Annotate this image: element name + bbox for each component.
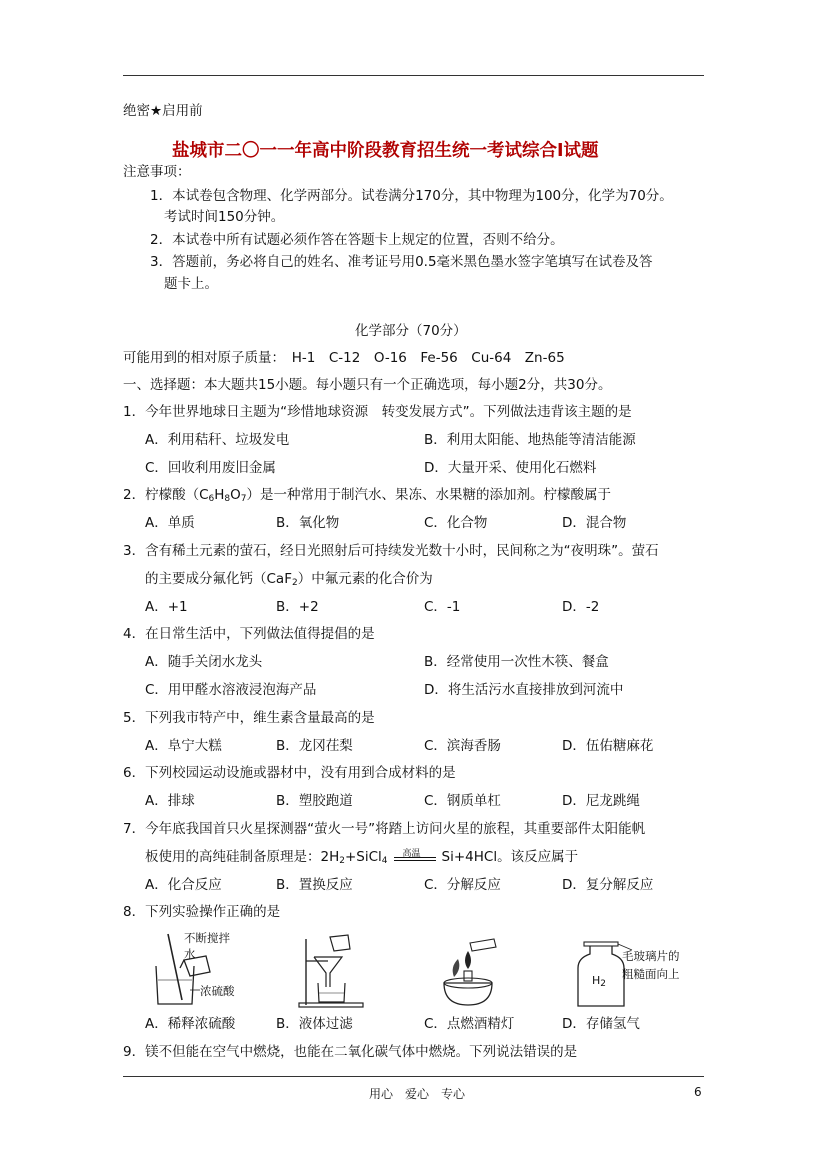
q2-option-a: A．单质	[145, 515, 195, 531]
figure-d-gas-label: $H_2$	[592, 974, 607, 989]
reaction-condition-label: 高温	[402, 849, 421, 859]
q8-option-a: A．稀释浓硫酸	[145, 1016, 236, 1032]
q5-stem: 5．下列我市特产中，维生素含量最高的是	[123, 710, 375, 726]
q6-option-a: A．排球	[145, 793, 195, 809]
q4-option-a: A．随手关闭水龙头	[145, 654, 263, 670]
q6-stem: 6．下列校园运动设施或器材中，没有用到合成材料的是	[123, 765, 456, 781]
q4-stem: 4．在日常生活中，下列做法值得提倡的是	[123, 626, 375, 642]
q1-option-c: C．回收利用废旧金属	[145, 460, 276, 476]
q3-option-c: C．-1	[424, 599, 461, 615]
q3-option-d: D．-2	[562, 599, 600, 615]
q2-stem: 2．柠檬酸$(C_6H_8O_7)$是一种常用于制汽水、果冻、水果糖的添加剂。柠檬酸属于	[123, 487, 612, 504]
figure-a-label-water: 水	[184, 947, 196, 961]
footer-rule	[123, 1076, 704, 1077]
q5-option-a: A．阜宁大糕	[145, 738, 222, 754]
secrecy-label: 绝密★启用前	[123, 103, 203, 119]
figure-a-label-stir: 不断搅拌	[184, 931, 230, 945]
q3-option-a: A．+1	[145, 599, 188, 615]
note-1-cont: 考试时间150分钟。	[164, 209, 285, 225]
figure-d-label-line2: 粗糙面向上	[622, 967, 680, 981]
q4-option-b: B．经常使用一次性木筷、餐盒	[424, 654, 609, 670]
q8-stem: 8．下列实验操作正确的是	[123, 904, 281, 920]
figure-filtration	[296, 933, 366, 1009]
q7-stem-cont: 板使用的高纯硅制备原理是：$2H_2+SiCl_4$ 高温 Si+4HCl。该反应属于	[145, 848, 578, 870]
figure-dilute-acid	[148, 930, 238, 1008]
note-3: 3．答题前，务必将自己的姓名、准考证号用0.5毫米黑色墨水签字笔填写在试卷及答	[150, 254, 653, 270]
chem-heading: 化学部分（70分）	[355, 323, 467, 339]
q5-option-b: B．龙冈茌梨	[276, 738, 353, 754]
figure-gas-bottle	[574, 940, 694, 1010]
q2-option-d: D．混合物	[562, 515, 627, 531]
notes-heading: 注意事项：	[123, 164, 191, 180]
q2-option-b: B．氧化物	[276, 515, 340, 531]
q8-option-b: B．液体过滤	[276, 1016, 353, 1032]
page-number: 6	[694, 1085, 702, 1099]
q1-option-d: D．大量开采、使用化石燃料	[424, 460, 597, 476]
header-rule	[123, 75, 704, 76]
section-heading: 一、选择题：本大题共15小题。每小题只有一个正确选项，每小题2分，共30分。	[123, 377, 612, 393]
q4-option-c: C．用甲醛水溶液浸泡海产品	[145, 682, 317, 698]
q1-stem: 1．今年世界地球日主题为“珍惜地球资源 转变发展方式”。下列做法违背该主题的是	[123, 404, 632, 420]
q1-option-a: A．利用秸秆、垃圾发电	[145, 432, 290, 448]
q8-option-c: C．点燃酒精灯	[424, 1016, 515, 1032]
q3-option-b: B．+2	[276, 599, 319, 615]
q7-option-a: A．化合反应	[145, 877, 222, 893]
footer-motto: 用心 爱心 专心	[369, 1087, 466, 1101]
q5-option-d: D．伍佑糖麻花	[562, 738, 654, 754]
q1-option-b: B．利用太阳能、地热能等清洁能源	[424, 432, 636, 448]
q7-option-b: B．置换反应	[276, 877, 353, 893]
note-2: 2．本试卷中所有试题必须作答在答题卡上规定的位置，否则不给分。	[150, 232, 564, 248]
figure-alcohol-lamp	[436, 937, 500, 1009]
q7-option-d: D．复分解反应	[562, 877, 654, 893]
atomic-mass-line: 可能用到的相对原子质量： H-1 C-12 O-16 Fe-56 Cu-64 Zn-65	[123, 350, 565, 366]
figure-a-label-acid: 浓硫酸	[200, 984, 235, 998]
q7-stem: 7．今年底我国首只火星探测器“萤火一号”将踏上访问火星的旅程，其重要部件太阳能帆	[123, 821, 646, 837]
q6-option-b: B．塑胶跑道	[276, 793, 353, 809]
q3-stem: 3．含有稀土元素的萤石，经日光照射后可持续发光数十小时，民间称之为“夜明珠”。萤石	[123, 543, 659, 559]
figure-d-label-line1: 毛玻璃片的	[622, 949, 680, 963]
q4-option-d: D．将生活污水直接排放到河流中	[424, 682, 624, 698]
q7-option-c: C．分解反应	[424, 877, 501, 893]
q9-stem: 9．镁不但能在空气中燃烧，也能在二氧化碳气体中燃烧。下列说法错误的是	[123, 1044, 578, 1060]
note-1: 1．本试卷包含物理、化学两部分。试卷满分170分，其中物理为100分，化学为70分。	[150, 188, 673, 204]
q8-option-d: D．存储氢气	[562, 1016, 640, 1032]
q2-option-c: C．化合物	[424, 515, 488, 531]
q6-option-d: D．尼龙跳绳	[562, 793, 640, 809]
reaction-condition-arrow	[392, 848, 438, 864]
q3-stem-cont: 的主要成分氟化钙（CaF$_2$）中氟元素的化合价为	[145, 571, 433, 588]
page-title: 盐城市二〇一一年高中阶段教育招生统一考试综合Ⅰ试题	[172, 141, 599, 161]
q6-option-c: C．钢质单杠	[424, 793, 501, 809]
note-3-cont: 题卡上。	[164, 276, 218, 292]
q5-option-c: C．滨海香肠	[424, 738, 501, 754]
